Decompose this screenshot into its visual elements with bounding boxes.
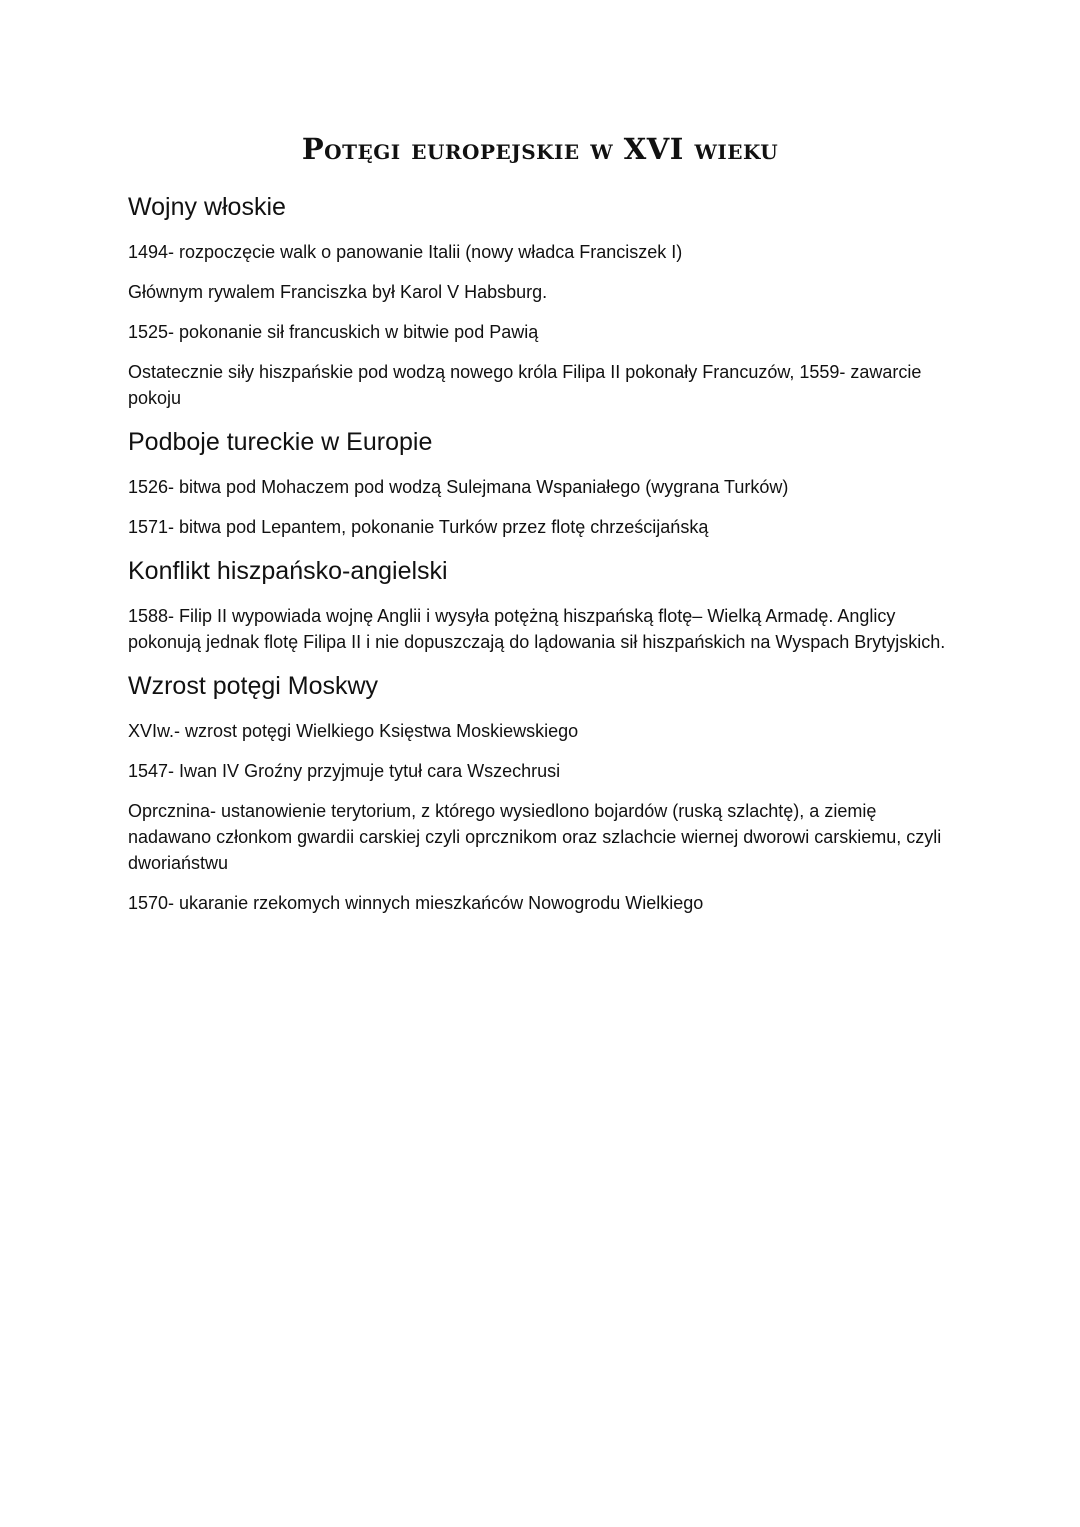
paragraph: 1494- rozpoczęcie walk o panowanie Italii (nowy władca Franciszek I) [128,242,683,262]
section-turkish-conquests [128,425,948,540]
paragraph: 1547- Iwan IV Groźny przyjmuje tytuł cara Wszechrusi [128,761,561,781]
paragraph: 1588- Filip II wypowiada wojnę Anglii i wysyła potężną hiszpańską flotę– Wielką Armadę. Anglicy pokonują jednak flotę Filipa II i nie dopuszczają do lądowania sił hiszpańskich na Wyspach Brytyjskich. [128,606,946,652]
section-spanish-english-conflict [128,554,948,655]
paragraph: Głównym rywalem Franciszka był Karol V Habsburg. [128,282,548,302]
section-italian-wars [128,190,948,411]
section-heading: Podboje tureckie w Europie [128,428,433,456]
document-content [128,190,948,930]
section-heading: Wojny włoskie [128,193,286,221]
section-moscow-rise [128,669,948,916]
page-title: Potęgi europejskie w XVI wieku [301,132,779,166]
paragraph: Ostatecznie siły hiszpańskie pod wodzą nowego króla Filipa II pokonały Francuzów, 1559- zawarcie pokoju [128,362,922,408]
paragraph: 1526- bitwa pod Mohaczem pod wodzą Sulejmana Wspaniałego (wygrana Turków) [128,477,789,497]
paragraph: 1570- ukaranie rzekomych winnych mieszkańców Nowogrodu Wielkiego [128,893,704,913]
paragraph: XVIw.- wzrost potęgi Wielkiego Księstwa Moskiewskiego [128,721,579,741]
section-heading: Konflikt hiszpańsko-angielski [128,557,448,585]
paragraph: 1525- pokonanie sił francuskich w bitwie pod Pawią [128,322,539,342]
section-heading: Wzrost potęgi Moskwy [128,672,379,700]
paragraph: 1571- bitwa pod Lepantem, pokonanie Turków przez flotę chrześcijańską [128,517,709,537]
paragraph: Oprcznina- ustanowienie terytorium, z którego wysiedlono bojardów (ruską szlachtę), a ziemię nadawano członkom gwardii carskiej czyli oprcznikom oraz szlachcie wiernej dworowi carskiemu, czyli dworiaństwu [128,801,942,873]
